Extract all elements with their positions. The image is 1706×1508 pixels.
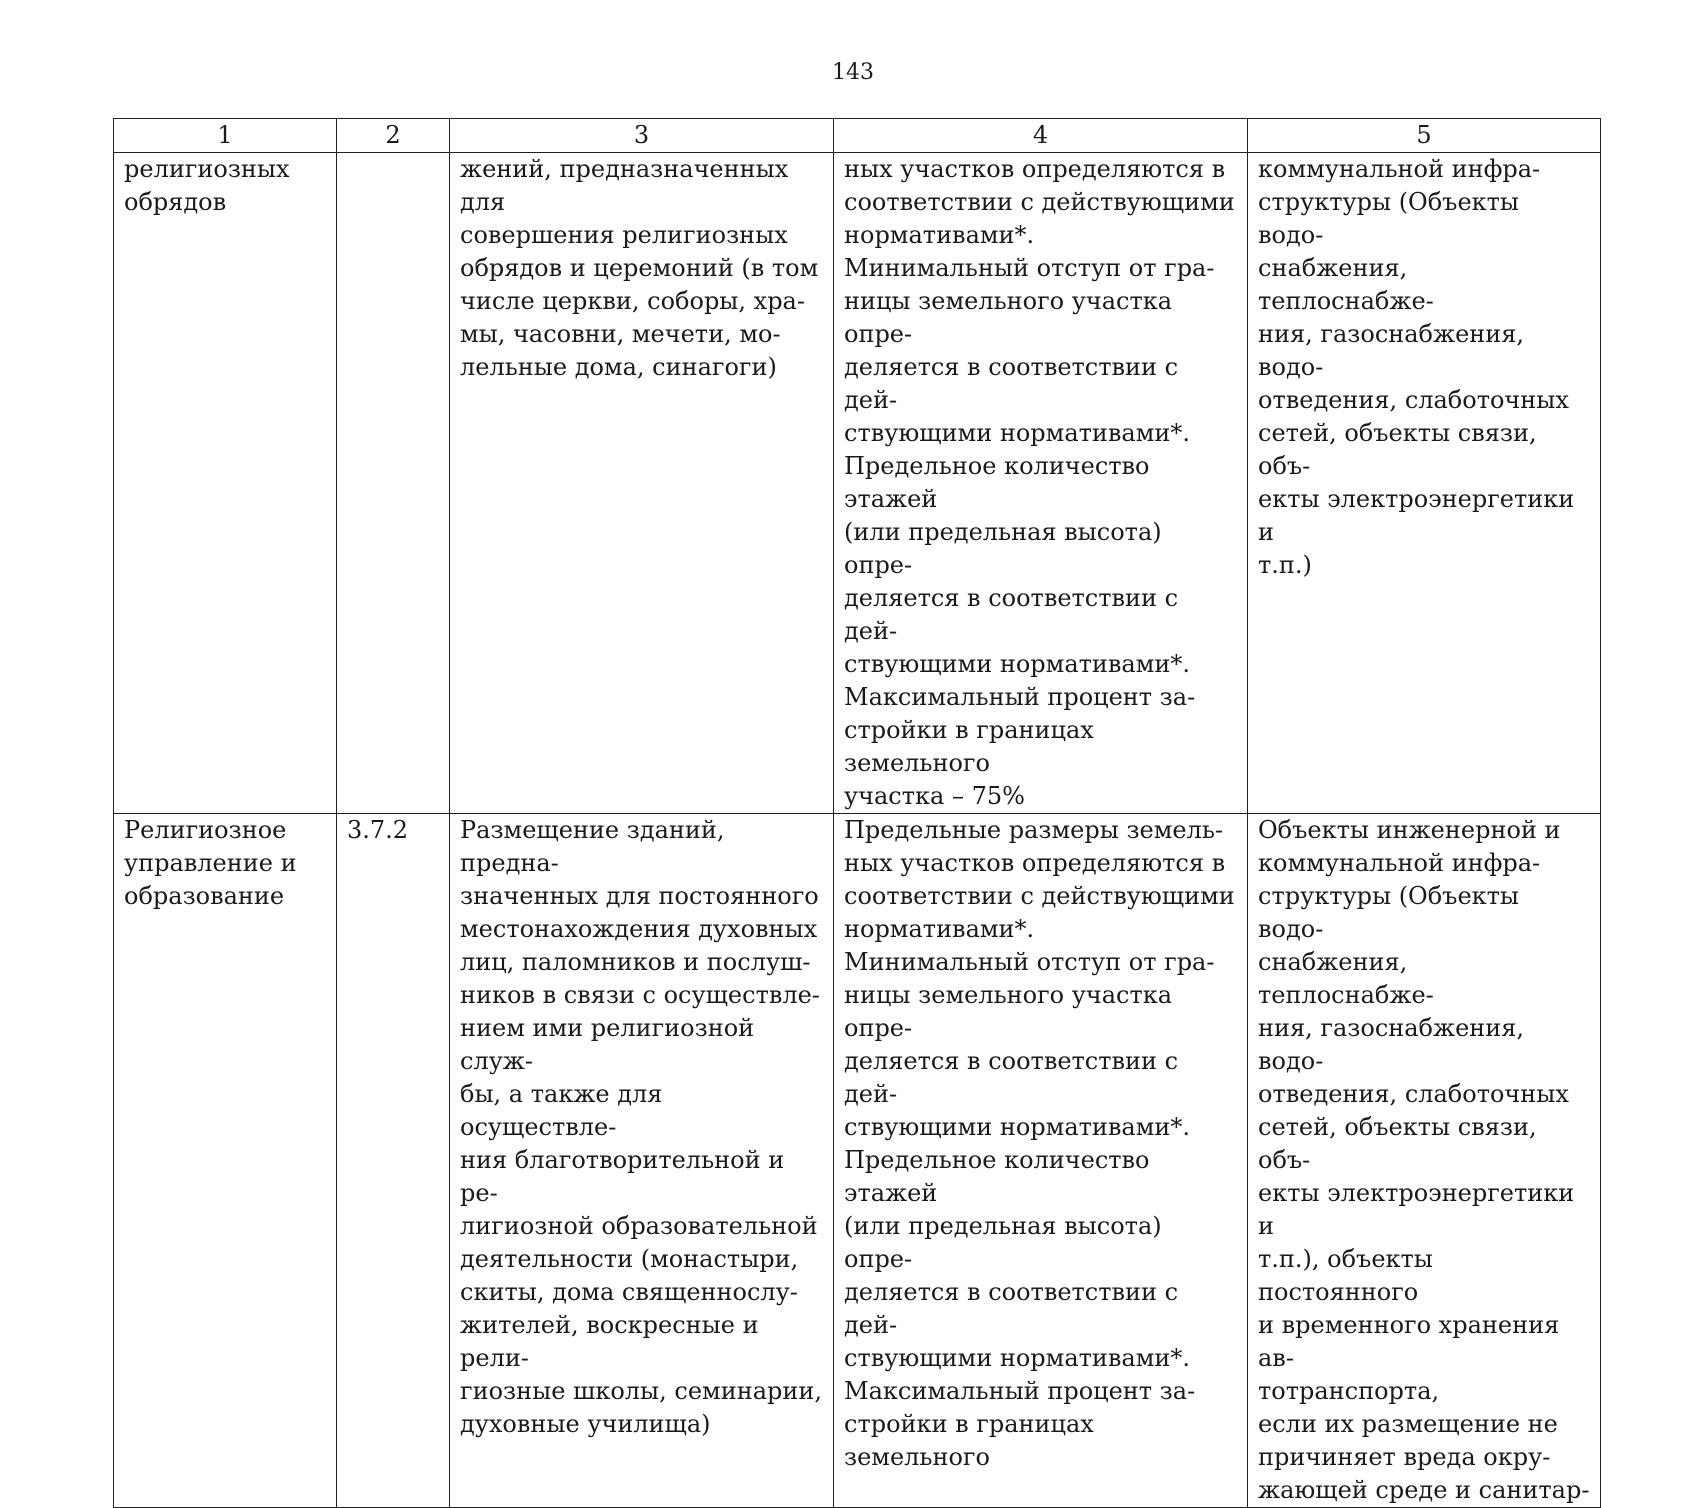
cell-text: Предельные размеры земель- ных участков определяются в соответствии с действующими нормативами*. Минимальный отступ от гра- ницы земельного участка опре- деляется в соответствии с дей- ствующими нормативами*. Предельное количество этажей (или предельная высота) опре- деляется в соответствии с дей- ствующими нормативами*. Максимальный процент за- стройки в границах земельного	[844, 816, 1235, 1471]
cell-text: жений, предназначенных для совершения религиозных обрядов и церемоний (в том числе церкви, соборы, хра- мы, часовни, мечети, мо- лельные дома, синагоги)	[460, 155, 819, 381]
cell-text: религиозных обрядов	[124, 155, 290, 216]
header-col-1: 1	[114, 119, 337, 153]
cell-text: 3.7.2	[347, 816, 409, 844]
cell-code	[337, 153, 450, 814]
land-use-table	[113, 118, 1601, 1508]
header-col-2: 2	[337, 119, 450, 153]
cell-description	[450, 153, 834, 814]
cell-parameters	[834, 153, 1248, 814]
cell-text: ных участков определяются в соответствии с действующими нормативами*. Минимальный отступ от гра- ницы земельного участка опре- деляется в соответствии с дей- ствующими нормативами*. Предельное количество этажей (или предельная высота) опре- деляется в соответствии с дей- ствующими нормативами*. Максимальный процент за- стройки в границах земельного участка – 75%	[844, 155, 1235, 810]
cell-parameters	[834, 814, 1248, 1508]
cell-use-name	[114, 153, 337, 814]
page-number: 143	[832, 60, 874, 85]
cell-code	[337, 814, 450, 1508]
cell-auxiliary-uses	[1248, 153, 1601, 814]
cell-text: Размещение зданий, предна- значенных для постоянного местонахождения духовных лиц, паломников и послуш- ников в связи с осуществле- нием ими религиозной служ- бы, а также для осуществле- ния благотворительной и ре- лигиозной образовательной деятельности (монастыри, скиты, дома священнослу- жителей, воскресные и рели- гиозные школы, семинарии, духовные училища)	[460, 816, 823, 1438]
table-header-row	[114, 119, 1601, 153]
header-col-3: 3	[450, 119, 834, 153]
header-col-4: 4	[834, 119, 1248, 153]
header-col-5: 5	[1248, 119, 1601, 153]
cell-auxiliary-uses	[1248, 814, 1601, 1508]
table-row	[114, 814, 1601, 1508]
cell-text: Объекты инженерной и коммунальной инфра- структуры (Объекты водо- снабжения, теплоснабже- ния, газоснабжения, водо- отведения, слаботочных сетей, объекты связи, объ- екты электроэнергетики и т.п.), объекты постоянного и временного хранения ав- тотранспорта, если их размещение не причиняет вреда окру- жающей среде и санитар-	[1258, 816, 1590, 1504]
cell-text: коммунальной инфра- структуры (Объекты водо- снабжения, теплоснабже- ния, газоснабжения, водо- отведения, слаботочных сетей, объекты связи, объ- екты электроэнергетики и т.п.)	[1258, 155, 1575, 579]
cell-use-name	[114, 814, 337, 1508]
cell-text: Религиозное управление и образование	[124, 816, 297, 910]
table-row	[114, 153, 1601, 814]
cell-description	[450, 814, 834, 1508]
